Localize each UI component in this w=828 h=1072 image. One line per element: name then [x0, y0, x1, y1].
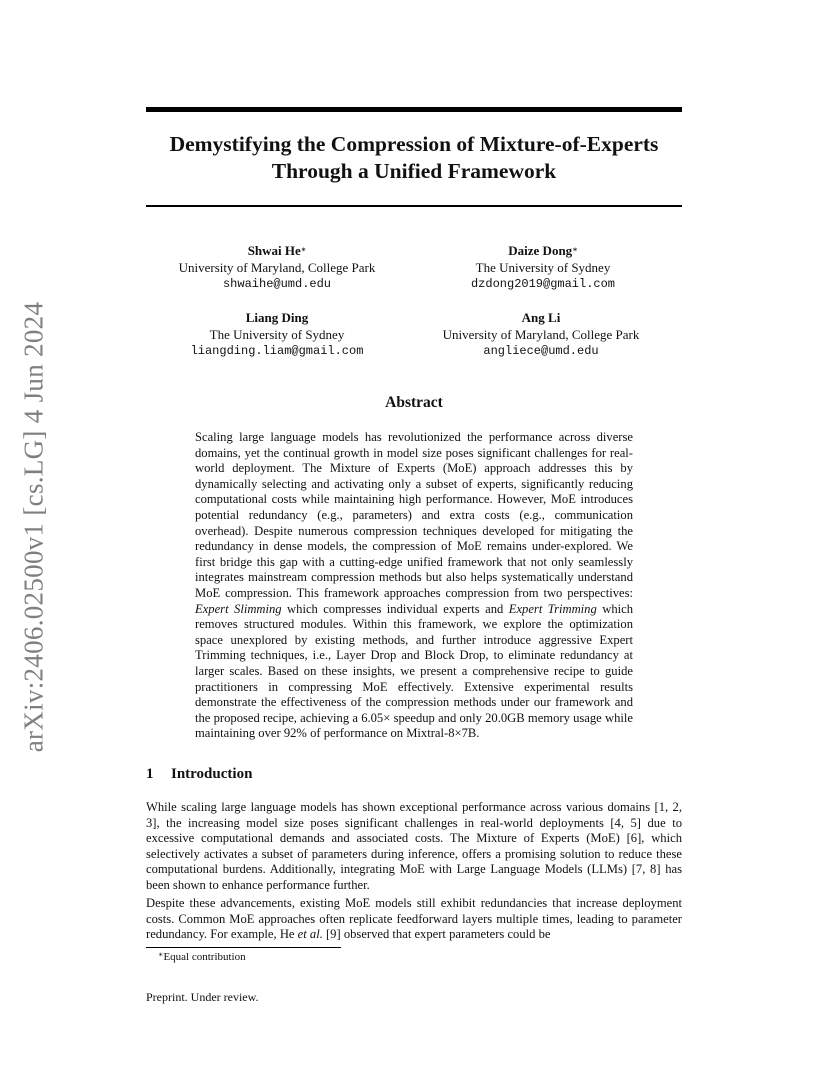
author-block-2 — [418, 243, 668, 293]
section-number: 1 — [146, 766, 154, 782]
author-name: Daize Dong — [508, 243, 573, 258]
section-heading-introduction — [146, 766, 252, 783]
author-block-1 — [152, 243, 402, 293]
author-affiliation: The University of Sydney — [475, 259, 611, 275]
title-line-1: Demystifying the Compression of Mixture-of-Experts — [169, 132, 659, 156]
paper-title — [146, 131, 682, 185]
arxiv-stamp: arXiv:2406.02500v1 [cs.LG] 4 Jun 2024 — [18, 301, 49, 753]
equal-contrib-mark: ∗ — [572, 245, 578, 254]
abstract-heading: Abstract — [385, 394, 443, 411]
author-name: Ang Li — [521, 310, 561, 325]
title-bottom-rule — [146, 205, 682, 207]
expert-slimming-term: Expert Slimming — [195, 601, 282, 616]
title-line-2: Through a Unified Framework — [271, 159, 557, 183]
author-affiliation: The University of Sydney — [209, 326, 345, 342]
section-title: Introduction — [171, 766, 253, 782]
abstract-body: Scaling large language models has revolutionized the performance across diverse domains, yet the continual growth in model size poses significant challenges for real-world deployment. The Mixture of Experts (MoE) approach addresses this by dynamically selecting and activating only a subset of experts, significantly reducing computational costs while maintaining high performance. However, MoE introduces potential redundancy (e.g., parameters) and extra costs (e.g., communication overhead). Despite numerous compression techniques developed for mitigating the redundancy in dense models, the compression of MoE remains under-explored. We first bridge this gap with a cutting-edge unified framework that not only seamlessly integrates mainstream compression methods but also helps systematically understand MoE compression. This framework approaches compression from two perspectives: Expert Slimming which compresses individual experts and Expert Trimming which removes structured modules. Within this framework, we explore the optimization space unexplored by existing methods, and further introduce aggressive Expert Trimming techniques, i.e., Layer Drop and Block Drop, to eliminate redundancy at larger scales. Based on these insights, we present a comprehensive recipe to guide practitioners in compressing MoE effectively. Extensive experimental results demonstrate the effectiveness of the compression methods under our framework and the proposed recipe, achieving a 6.05× speedup and only 20.0GB memory usage while maintaining over 92% of performance on Mixtral-8×7B. — [195, 430, 634, 741]
expert-trimming-term: Expert Trimming — [508, 601, 597, 616]
author-block-4 — [416, 310, 666, 360]
author-affiliation: University of Maryland, College Park — [442, 326, 640, 342]
author-block-3 — [152, 310, 402, 360]
footnote-text: Equal contribution — [163, 951, 246, 963]
author-email[interactable]: liangding.liam@gmail.com — [190, 344, 364, 358]
author-email[interactable]: dzdong2019@gmail.com — [470, 277, 616, 291]
footnote — [158, 951, 246, 963]
intro-paragraph-2: Despite these advancements, existing MoE models still exhibit redundancies that increase deployment costs. Common MoE approaches often replicate feedforward layers multiple times, leading to parameter redundancy. For example, He et al. [9] observed that expert parameters could be — [146, 896, 682, 942]
author-email[interactable]: angliece@umd.edu — [483, 344, 599, 358]
title-top-rule — [146, 107, 682, 112]
preprint-note: Preprint. Under review. — [146, 990, 259, 1004]
author-name: Liang Ding — [245, 310, 309, 325]
equal-contrib-mark: ∗ — [300, 245, 307, 254]
footnote-rule — [146, 947, 341, 948]
author-affiliation: University of Maryland, College Park — [178, 259, 376, 275]
footnote-mark: ∗ — [158, 950, 164, 959]
author-email[interactable]: shwaihe@umd.edu — [222, 277, 332, 291]
author-name: Shwai He — [247, 243, 301, 258]
intro-paragraph-1: While scaling large language models has shown exceptional performance across various domains [1, 2, 3], the increasing model size poses significant challenges in real-world deployments [4, 5] due to excessive computational demands and associated costs. The Mixture of Experts (MoE) [6], which selectively activates a subset of parameters during inference, offers a promising solution to reduce these computational burdens. Additionally, integrating MoE with Large Language Models (LLMs) [7, 8] has been shown to enhance performance further. — [146, 800, 682, 892]
